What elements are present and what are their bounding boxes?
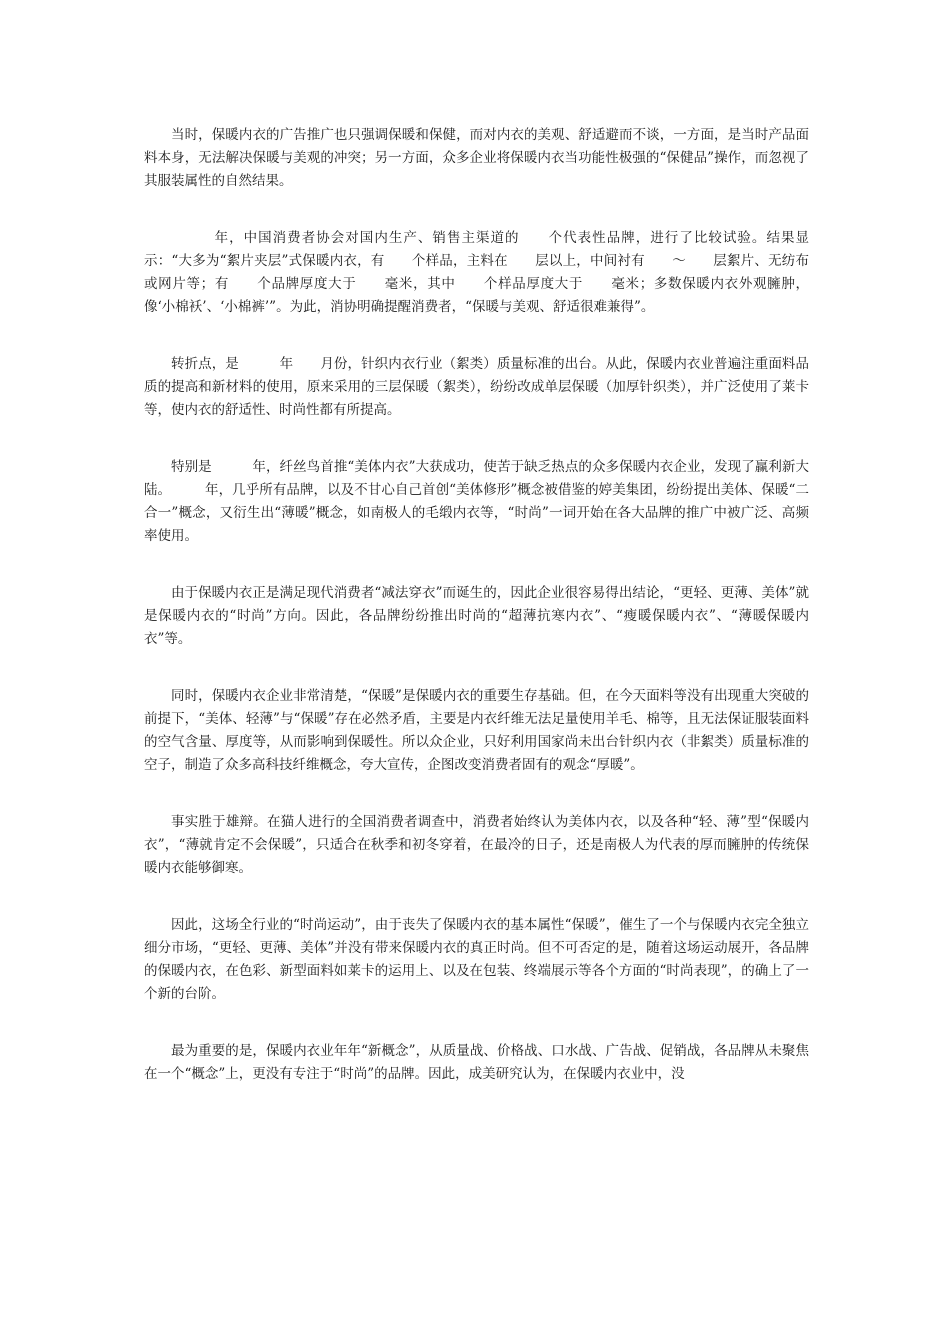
paragraph-5: 由于保暖内衣正是满足现代消费者“减法穿衣”而诞生的，因此企业很容易得出结论，“更轻、更薄、美体”就是保暖内衣的“时尚”方向。因此，各品牌纷纷推出时尚的“超薄抗寒内衣”、“瘦暖保暖内衣”、“薄暖保暖内衣”等。 — [144, 585, 809, 647]
paragraph-6: 同时，保暖内衣企业非常清楚，“保暖”是保暖内衣的重要生存基础。但，在今天面料等没有出现重大突破的前提下，“美体、轻薄”与“保暖”存在必然矛盾，主要是内衣纤维无法足量使用羊毛、棉等，且无法保证服装面料的空气含量、厚度等，从而影响到保暖性。所以众企业，只好利用国家尚未出台针织内衣（非絮类）质量标准的空子，制造了众多高科技纤维概念，夸大宣传，企图改变消费者固有的观念“厚暖”。 — [144, 688, 809, 773]
paragraph-2: 年，中国消费者协会对国内生产、销售主渠道的 个代表性品牌，进行了比较试验。结果显示：“大多为“絮片夹层”式保暖内衣，有 个样品，主料在 层以上，中间衬有 ～ 层絮片、无纺布或网片等；有 个品牌厚度大于 毫米，其中 个样品厚度大于 毫米；多数保暖内衣外观臃肿，像‘小棉袄’、‘小棉裤’”。为此，消协明确提醒消费者，“保暖与美观、舒适很难兼得”。 — [144, 230, 809, 315]
paragraph-9: 最为重要的是，保暖内衣业年年“新概念”，从质量战、价格战、口水战、广告战、促销战，各品牌从未聚焦在一个“概念”上，更没有专注于“时尚”的品牌。因此，成美研究认为，在保暖内衣业中，没 — [144, 1043, 809, 1082]
paragraph-1: 当时，保暖内衣的广告推广也只强调保暖和保健，而对内衣的美观、舒适避而不谈，一方面，是当时产品面料本身，无法解决保暖与美观的冲突；另一方面，众多企业将保暖内衣当功能性极强的“保健品”操作，而忽视了其服装属性的自然结果。 — [144, 127, 809, 189]
paragraph-7: 事实胜于雄辩。在猫人进行的全国消费者调查中，消费者始终认为美体内衣，以及各种“轻、薄”型“保暖内衣”，“薄就肯定不会保暖”，只适合在秋季和初冬穿着，在最冷的日子，还是南极人为代表的厚而臃肿的传统保暖内衣能够御寒。 — [144, 814, 809, 876]
paragraph-8: 因此，这场全行业的“时尚运动”，由于丧失了保暖内衣的基本属性“保暖”，催生了一个与保暖内衣完全独立细分市场，“更轻、更薄、美体”并没有带来保暖内衣的真正时尚。但不可否定的是，随着这场运动展开，各品牌的保暖内衣，在色彩、新型面料如莱卡的运用上、以及在包装、终端展示等各个方面的“时尚表现”，的确上了一个新的台阶。 — [144, 917, 809, 1002]
paragraph-4: 特别是 年，纤丝鸟首推“美体内衣”大获成功，使苦于缺乏热点的众多保暖内衣企业，发现了赢利新大陆。 年，几乎所有品牌，以及不甘心自己首创“美体修形”概念被借鉴的婷美集团，纷纷提出美体、保暖“二合一”概念，又衍生出“薄暖”概念，如南极人的毛缎内衣等，“时尚”一词开始在各大品牌的推广中被广泛、高频率使用。 — [144, 459, 809, 544]
document-body — [144, 124, 809, 1086]
paragraph-3: 转折点，是 年 月份，针织内衣行业（絮类）质量标准的出台。从此，保暖内衣业普遍注重面料品质的提高和新材料的使用，原来采用的三层保暖（絮类），纷纷改成单层保暖（加厚针织类），并广泛使用了莱卡等，使内衣的舒适性、时尚性都有所提高。 — [144, 356, 809, 418]
